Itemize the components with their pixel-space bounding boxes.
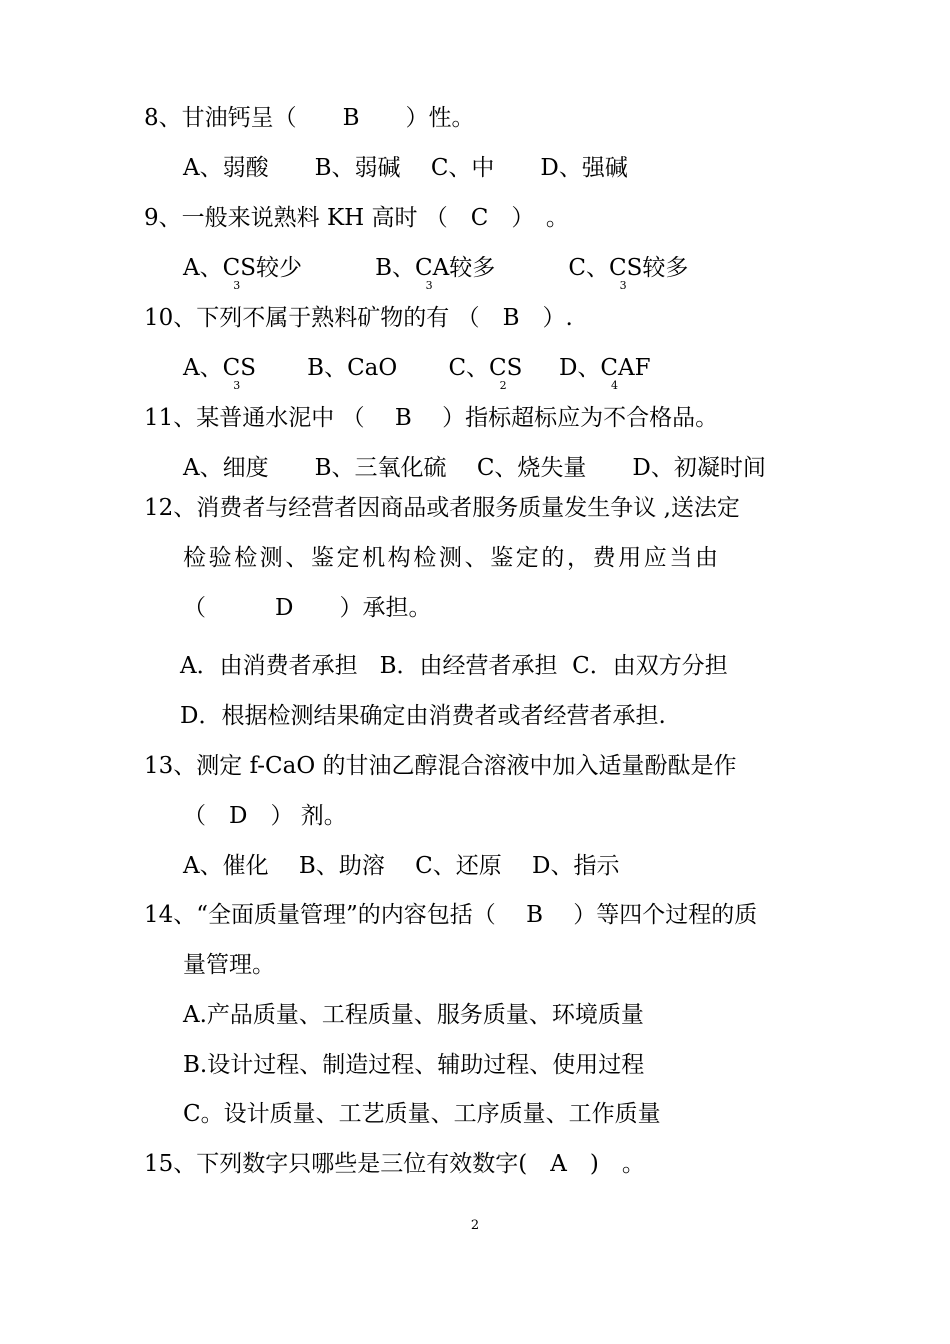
q10-option-c-subscript: 2 [499,379,507,392]
q12-stem-line-1: 12、消费者与经营者因商品或者服务质量发生争议 ,送法定 [144,495,740,521]
q8-options: A、弱酸 B、弱碱 C、中 D、强碱 [183,155,628,181]
q15-stem: 15、下列数字只哪些是三位有效数字( A ) 。 [144,1151,645,1177]
q10-option-c-formula [499,353,523,392]
q14-option-c: C。设计质量、工艺质量、工序质量、工作质量 [183,1101,661,1127]
q10-option-a-symbol: S [240,355,256,381]
q10-option-c-prefix: C、C [448,355,507,381]
q11-options: A、细度 B、三氧化硫 C、烧失量 D、初凝时间 [183,455,766,481]
q11-stem: 11、某普通水泥中 （ B ）指标超标应为不合格品。 [144,405,719,431]
q14-stem-line-1: 14、“全面质量管理”的内容包括（ B ）等四个过程的质 [144,902,758,928]
q10-stem: 10、下列不属于熟料矿物的有 （ B ）. [144,305,573,331]
q9-option-c-text: 较多 [642,255,689,281]
q12-options-row-1 [180,651,728,681]
q14-stem-line-2: 量管理。 [183,952,275,978]
q9-option-c-prefix: C、C [568,255,627,281]
q12-stem-line-2: 检验检测、鉴定机构检测、鉴定的，费用应当由 [183,545,721,571]
q12-stem-line-3: （ D ）承担。 [183,595,432,621]
q10-option-a-formula [233,353,256,392]
q12-option-b: B．由经营者承担 [379,653,558,679]
q10-option-a-subscript: 3 [233,379,241,392]
q9-option-a-prefix: A、C [183,255,241,281]
q9-option-a-subscript: 3 [233,279,241,292]
q14-option-a: A.产品质量、工程质量、服务质量、环境质量 [183,1002,644,1028]
q12-option-c: C．由双方分担 [572,653,728,679]
q9-option-c-formula [619,253,643,292]
q13-stem-line-2: （ D ） 剂。 [183,803,347,829]
q9-option-b-text: 较多 [449,255,496,281]
q9-option-c-symbol: S [626,255,643,281]
q9-option-b-subscript: 3 [425,279,433,292]
q12-option-a: A．由消费者承担 [180,653,358,679]
q9-option-a-symbol: S [240,255,256,281]
q10-option-a-prefix: A、C [183,355,241,381]
q9-option-b-symbol: A [432,255,450,281]
q9-option-b-formula [425,253,450,292]
q13-options: A、催化 B、助溶 C、还原 D、指示 [183,853,620,879]
q10-options [183,353,651,392]
q13-stem-line-1: 13、测定 f-CaO 的甘油乙醇混合溶液中加入适量酚酞是作 [144,753,737,779]
q9-option-a-text: 较少 [255,255,302,281]
q10-option-d-formula [611,353,651,392]
q9-option-a-formula [233,253,256,292]
q8-stem: 8、甘油钙呈（ B ）性。 [144,105,475,131]
q10-option-d-subscript: 4 [611,379,619,392]
q14-option-b: B.设计过程、制造过程、辅助过程、使用过程 [183,1052,645,1078]
q10-option-b: B、CaO [307,355,398,381]
q9-option-c-subscript: 3 [619,279,627,292]
q10-option-d-prefix: D、C [558,355,619,381]
q10-option-d-symbol: AF [618,355,651,381]
q9-option-b-prefix: B、C [375,255,433,281]
q9-options [183,253,689,292]
q10-option-c-symbol: S [506,355,523,381]
q9-stem: 9、一般来说熟料 KH 高时 （ C ） 。 [144,205,569,231]
q12-option-d: D．根据检测结果确定由消费者或者经营者承担. [180,703,666,729]
page-number: 2 [470,1218,480,1233]
